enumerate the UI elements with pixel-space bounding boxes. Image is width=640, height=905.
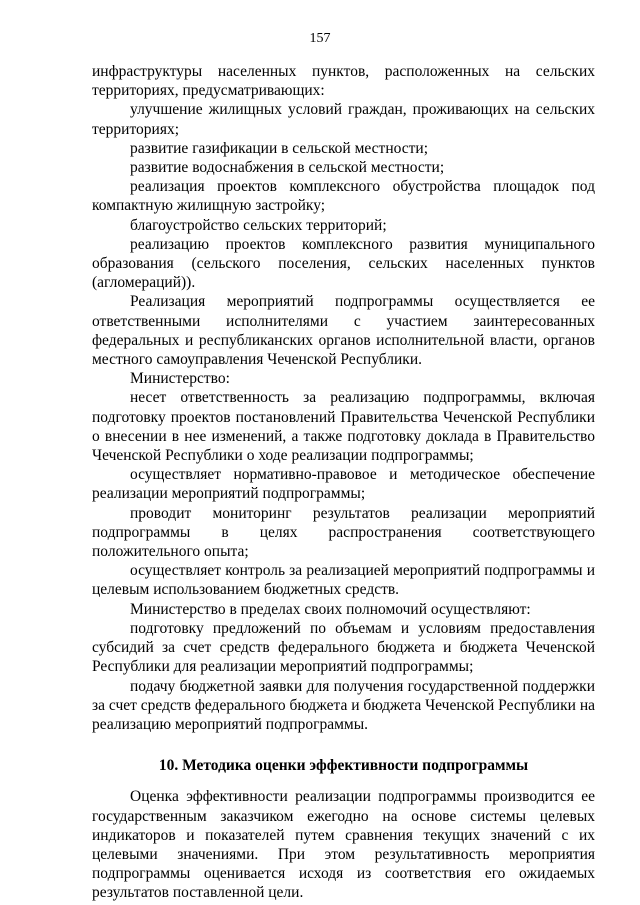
- paragraphs-before-heading: [92, 62, 595, 734]
- paragraph: подготовку предложений по объемам и условиям предоставления субсидий за счет средств федерального бюджета и бюджета Чеченской Республики для реализации мероприятий подпрограммы;: [92, 619, 595, 676]
- paragraph: инфраструктуры населенных пунктов, расположенных на сельских территориях, предусматривающих:: [92, 63, 595, 100]
- paragraph: Министерство в пределах своих полномочий осуществляют:: [130, 600, 531, 618]
- paragraph: проводит мониторинг результатов реализации мероприятий подпрограммы в целях распространения соответствующего положительного опыта;: [92, 504, 595, 561]
- section-heading: 10. Методика оценки эффективности подпрограммы: [158, 757, 529, 775]
- paragraph: реализация проектов комплексного обустройства площадок под компактную жилищную застройку;: [92, 178, 595, 215]
- paragraph: благоустройство сельских территорий;: [130, 216, 387, 234]
- paragraphs-after-heading: [92, 787, 595, 902]
- paragraph: развитие газификации в сельской местности;: [130, 139, 429, 157]
- paragraph: осуществляет контроль за реализацией мероприятий подпрограммы и целевым использованием бюджетных средств.: [92, 562, 595, 599]
- paragraph: осуществляет нормативно-правовое и методическое обеспечение реализации мероприятий подпрограммы;: [92, 466, 595, 503]
- paragraph: улучшение жилищных условий граждан, проживающих на сельских территориях;: [92, 101, 595, 138]
- paragraph: Реализация мероприятий подпрограммы осуществляется ее ответственными исполнителями с участием заинтересованных федеральных и республиканских органов исполнительной власти, органов местного самоуправления Чеченской Республики.: [92, 293, 595, 369]
- paragraph: несет ответственность за реализацию подпрограммы, включая подготовку проектов постановлений Правительства Чеченской Республики о внесении в нее изменений, а также подготовку доклада в Правительство Чеченской Республики о ходе реализации подпрограммы;: [92, 389, 595, 465]
- document-body: [92, 62, 595, 903]
- paragraph: Министерство:: [130, 370, 230, 388]
- paragraph: Оценка эффективности реализации подпрограммы производится ее государственным заказчиком ежегодно на основе системы целевых индикаторов и показателей путем сравнения текущих значений с их целевыми значениями. При этом результативность мероприятия подпрограммы оценивается исходя из соответствия его ожидаемых результатов поставленной цели.: [92, 788, 595, 902]
- paragraph: развитие водоснабжения в сельской местности;: [130, 159, 445, 177]
- paragraph: подачу бюджетной заявки для получения государственной поддержки за счет средств федерального бюджета и бюджета Чеченской Республики на реализацию мероприятий подпрограммы.: [92, 677, 595, 733]
- paragraph: реализацию проектов комплексного развития муниципального образования (сельского поселения, сельских населенных пунктов (агломераций)).: [92, 235, 595, 292]
- page-number: 157: [309, 31, 331, 46]
